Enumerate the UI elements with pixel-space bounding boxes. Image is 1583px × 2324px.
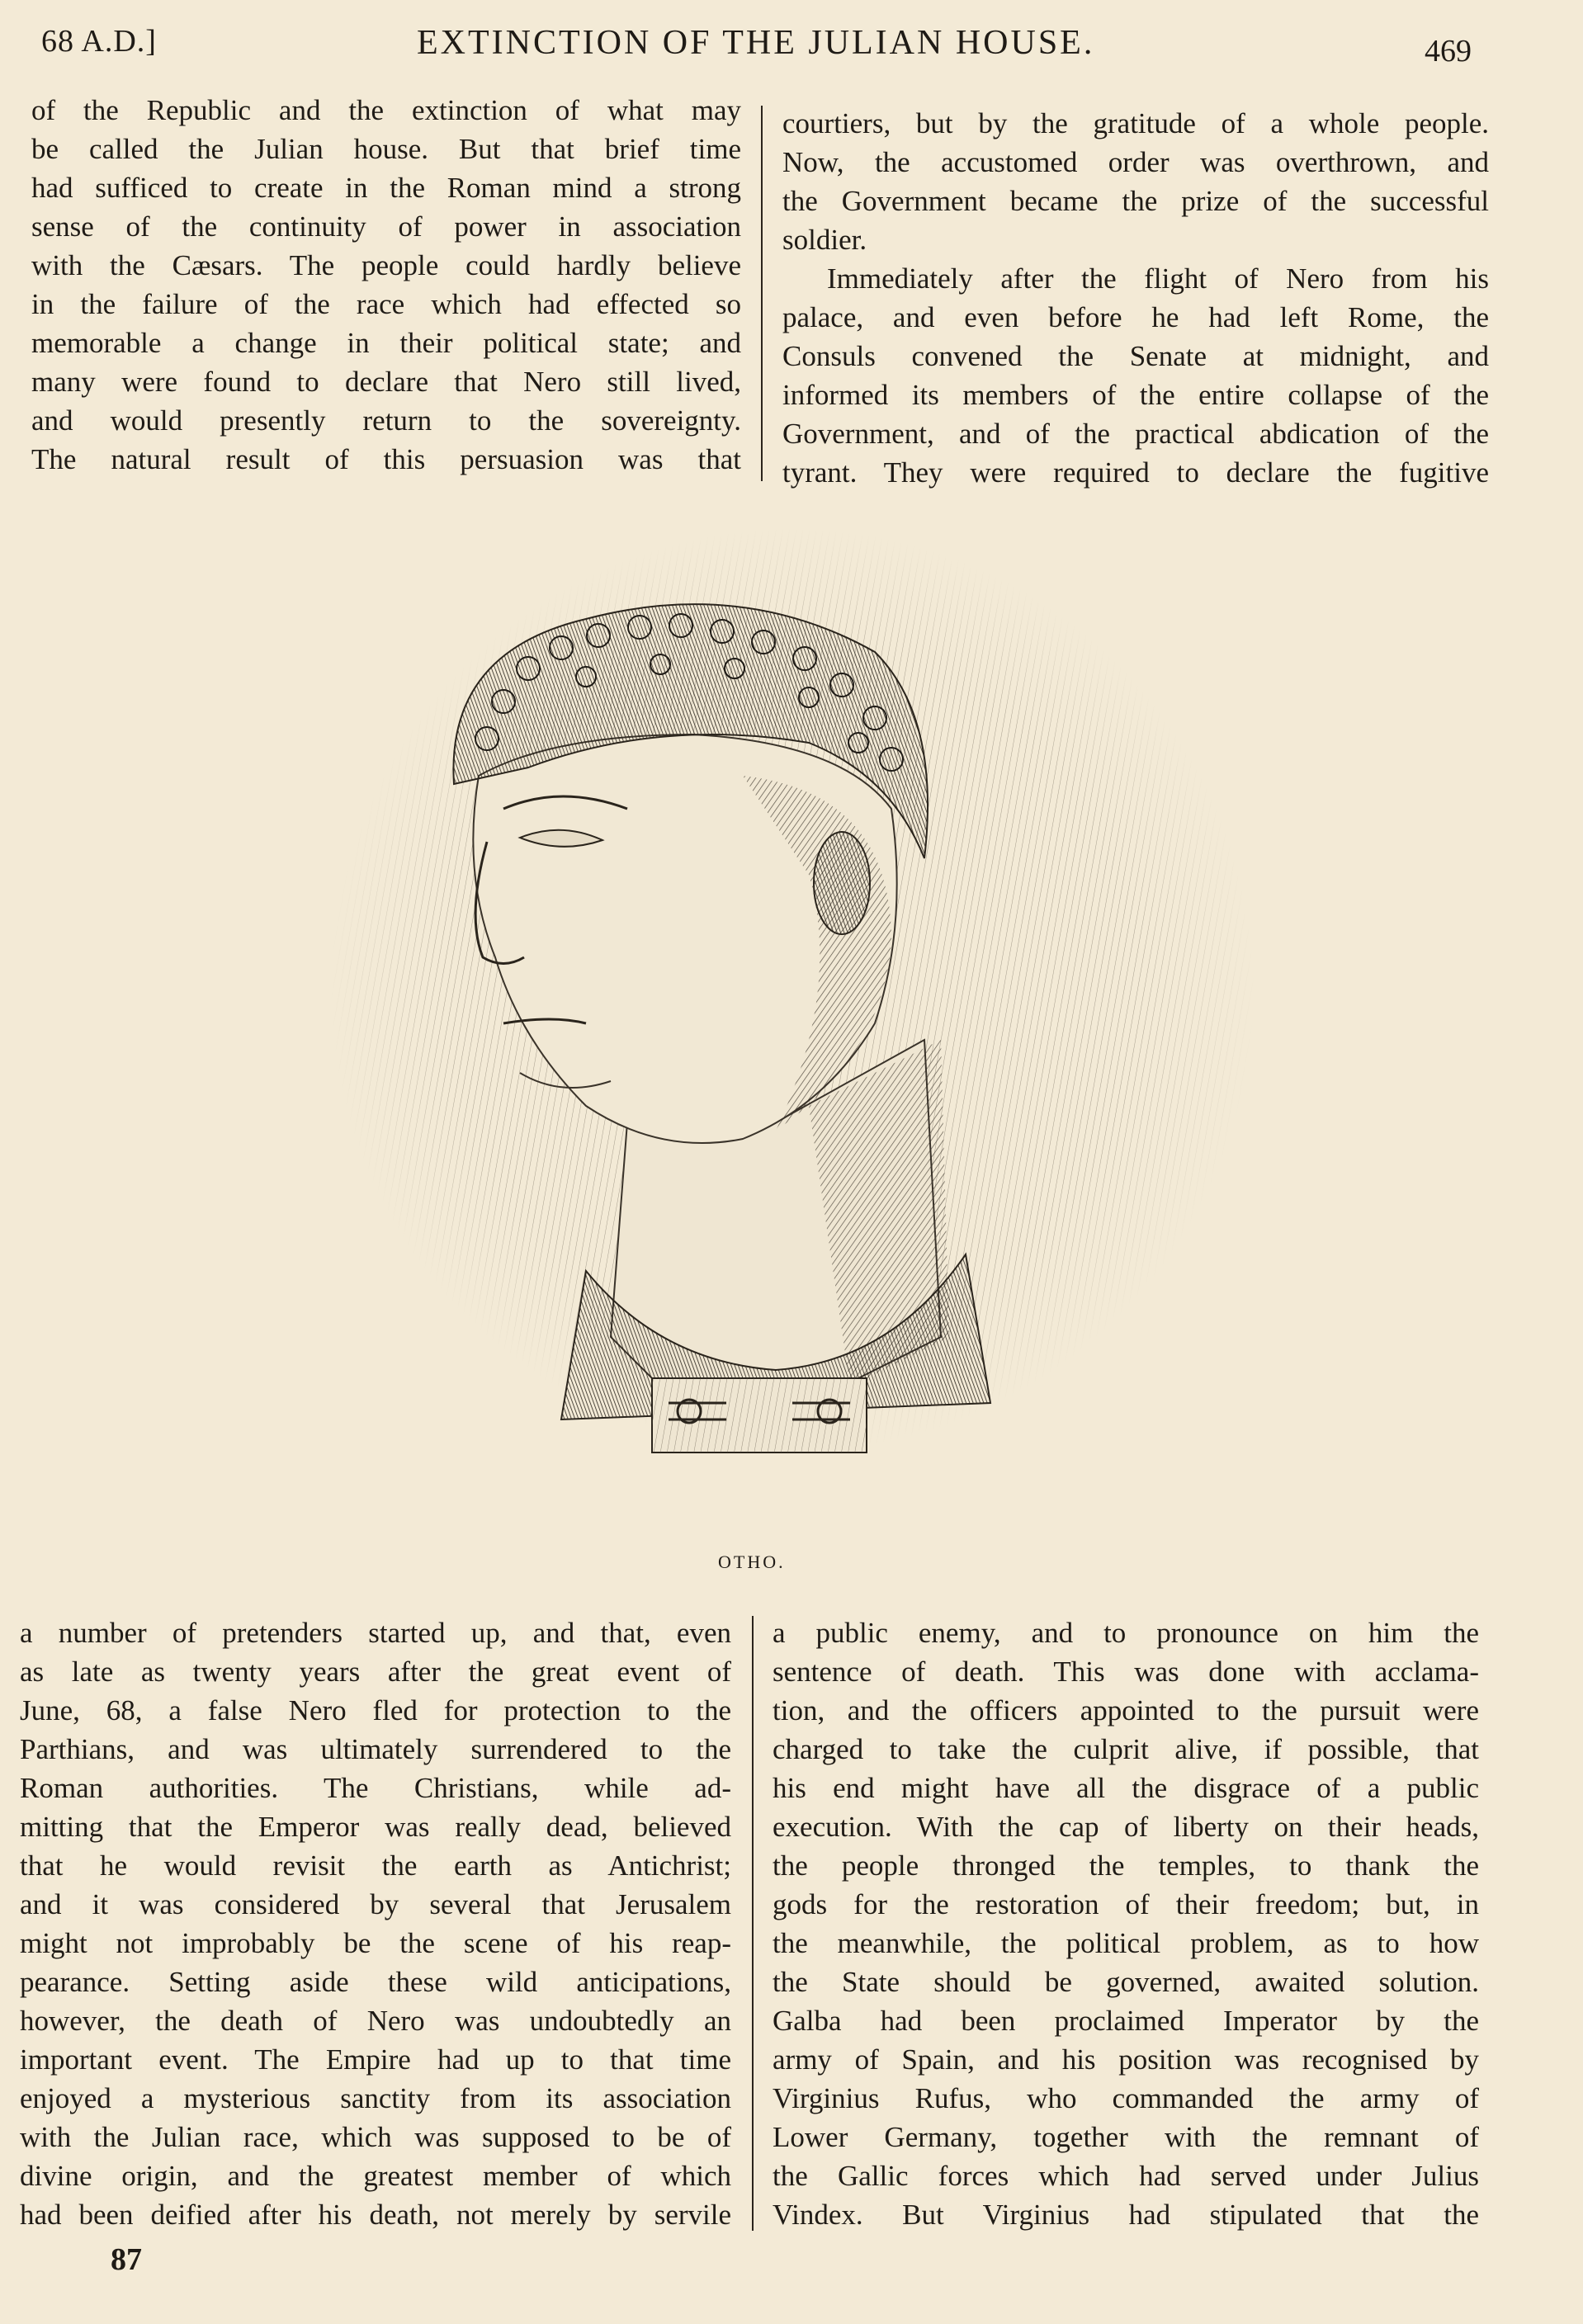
column-top-left (31, 91, 741, 479)
text-line: palace, and even before he had left Rome, the (782, 301, 1489, 333)
text-line: and would presently return to the sovereignty. (31, 404, 741, 437)
column-top-right (782, 104, 1489, 492)
column-bottom-right (773, 1613, 1479, 2234)
text-line: Galba had been proclaimed Imperator by the (773, 2005, 1479, 2037)
text-line: the meanwhile, the political problem, as to how (773, 1927, 1479, 1959)
page-number: 469 (1425, 34, 1472, 68)
text-line: pearance. Setting aside these wild anticipations, (20, 1966, 731, 1998)
text-line: a number of pretenders started up, and that, even (20, 1617, 731, 1649)
text-line: tion, and the officers appointed to the pursuit were (773, 1694, 1479, 1726)
signature-mark: 87 (111, 2242, 142, 2277)
column-divider-bottom (752, 1616, 754, 2231)
text-line: the people thronged the temples, to thank the (773, 1849, 1479, 1882)
text-line: might not improbably be the scene of his reap- (20, 1927, 731, 1959)
text-line: with the Cæsars. The people could hardly believe (31, 249, 741, 281)
text-line: his end might have all the disgrace of a public (773, 1772, 1479, 1804)
text-line: divine origin, and the greatest member of which (20, 2160, 731, 2192)
text-line: execution. With the cap of liberty on their heads, (773, 1811, 1479, 1843)
text-line: however, the death of Nero was undoubtedly an (20, 2005, 731, 2037)
text-line: gods for the restoration of their freedom; but, in (773, 1888, 1479, 1920)
text-line: Government, and of the practical abdication of the (782, 418, 1489, 450)
text-line: Lower Germany, together with the remnant of (773, 2121, 1479, 2153)
text-line: enjoyed a mysterious sanctity from its association (20, 2082, 731, 2114)
text-line: that he would revisit the earth as Antichrist; (20, 1849, 731, 1882)
text-line: soldier. (782, 224, 867, 256)
text-line: Roman authorities. The Christians, while ad- (20, 1772, 731, 1804)
text-line: be called the Julian house. But that brief time (31, 133, 741, 165)
text-line: with the Julian race, which was supposed to be of (20, 2121, 731, 2153)
text-line: in the failure of the race which had effected so (31, 288, 741, 320)
header-date: 68 A.D.] (41, 24, 157, 59)
text-line: charged to take the culprit alive, if possible, that (773, 1733, 1479, 1765)
text-line: many were found to declare that Nero still lived, (31, 366, 741, 398)
bust-engraving (314, 528, 1271, 1519)
text-line: Virginius Rufus, who commanded the army of (773, 2082, 1479, 2114)
text-line: a public enemy, and to pronounce on him the (773, 1617, 1479, 1649)
text-line: tyrant. They were required to declare the fugitive (782, 456, 1489, 489)
text-line: Consuls convened the Senate at midnight, and (782, 340, 1489, 372)
text-line: memorable a change in their political state; and (31, 327, 741, 359)
text-line: Now, the accustomed order was overthrown, and (782, 146, 1489, 178)
text-line: Immediately after the flight of Nero from his (827, 262, 1489, 295)
text-line: as late as twenty years after the great event of (20, 1656, 731, 1688)
text-line: the Government became the prize of the successful (782, 185, 1489, 217)
text-line: army of Spain, and his position was recognised by (773, 2043, 1479, 2076)
text-line: had been deified after his death, not merely by servile (20, 2199, 731, 2231)
text-line: Vindex. But Virginius had stipulated that the (773, 2199, 1479, 2231)
text-line: courtiers, but by the gratitude of a whole people. (782, 107, 1489, 139)
text-line: of the Republic and the extinction of what may (31, 94, 741, 126)
text-line: mitting that the Emperor was really dead, believed (20, 1811, 731, 1843)
text-line: the State should be governed, awaited solution. (773, 1966, 1479, 1998)
text-line: informed its members of the entire collapse of the (782, 379, 1489, 411)
text-line: June, 68, a false Nero fled for protection to the (20, 1694, 731, 1726)
text-line: The natural result of this persuasion was that (31, 443, 741, 475)
text-line: had sufficed to create in the Roman mind a strong (31, 172, 741, 204)
text-line: sentence of death. This was done with acclama- (773, 1656, 1479, 1688)
figure-caption: OTHO. (718, 1552, 786, 1572)
text-line: and it was considered by several that Jerusalem (20, 1888, 731, 1920)
column-bottom-left (20, 1613, 731, 2234)
header-title: EXTINCTION OF THE JULIAN HOUSE. (417, 24, 1095, 62)
text-line: sense of the continuity of power in association (31, 210, 741, 243)
text-line: important event. The Empire had up to that time (20, 2043, 731, 2076)
column-divider-top (761, 106, 763, 481)
text-line: the Gallic forces which had served under Julius (773, 2160, 1479, 2192)
text-line: Parthians, and was ultimately surrendered to the (20, 1733, 731, 1765)
running-header (41, 18, 1477, 68)
